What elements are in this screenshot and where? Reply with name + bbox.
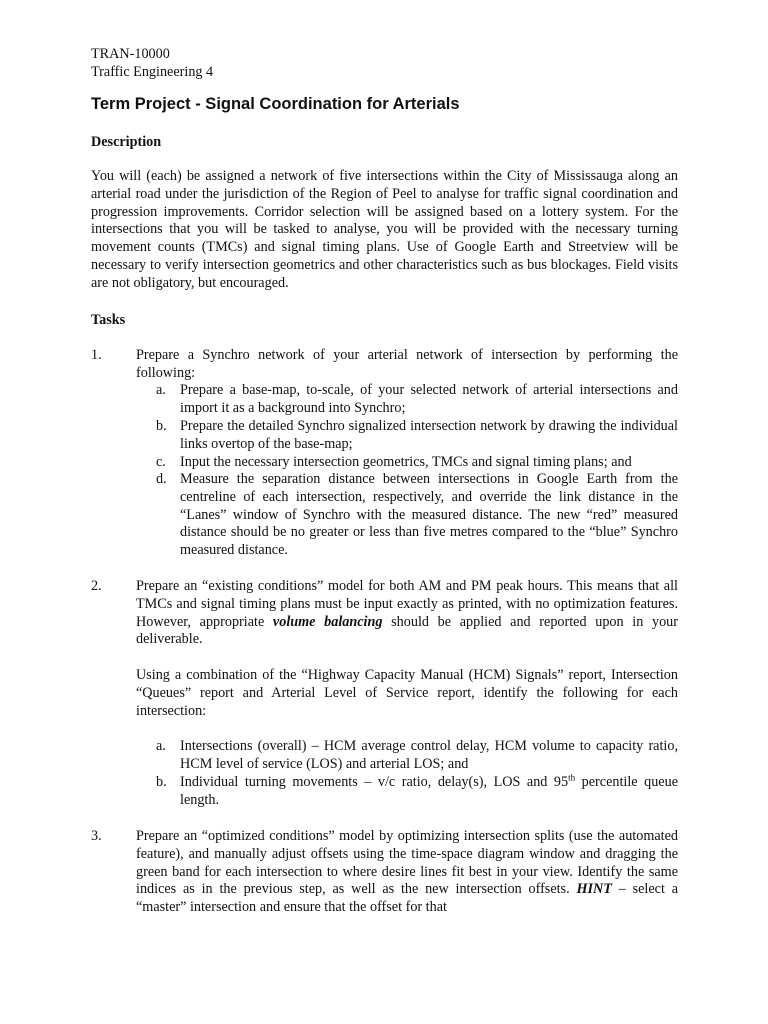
course-name: Traffic Engineering 4	[91, 64, 214, 80]
task-2-text	[136, 578, 678, 649]
item-letter: b.	[156, 418, 167, 434]
task-2-number: 2.	[91, 578, 102, 594]
item-text: Input the necessary intersection geometrics, TMCs and signal timing plans; and	[180, 454, 632, 470]
item-text-part: Individual turning movements – v/c ratio, delay(s), LOS and 95	[180, 774, 569, 790]
item-text: Prepare a base-map, to-scale, of your selected network of arterial intersections and import it as a background into Synchro;	[180, 382, 678, 416]
tasks-heading: Tasks	[91, 312, 126, 328]
task-2-paragraph-2: Using a combination of the “Highway Capacity Manual (HCM) Signals” report, Intersection “Queues” report and Arterial Level of Service report, identify the following for each intersection:	[136, 667, 678, 719]
task-1-number: 1.	[91, 347, 102, 363]
item-text: Intersections (overall) – HCM average control delay, HCM volume to capacity ratio, HCM level of service (LOS) and arterial LOS; and	[180, 738, 678, 772]
item-letter: b.	[156, 774, 167, 790]
hint-label: HINT	[576, 881, 612, 898]
task-3-number: 3.	[91, 828, 102, 844]
task-3-text	[136, 828, 678, 917]
item-letter: a.	[156, 382, 166, 398]
task-3-hint-text: – select a “master” intersection and ensure that the offset for that	[136, 881, 679, 916]
superscript: th	[568, 772, 576, 783]
item-text-part: percentile queue length.	[180, 774, 678, 808]
task-3-text-part: Prepare an “optimized conditions” model by optimizing intersection splits (use the automated feature), and manually adjust offsets using the time-space diagram window and dragging the green band for each intersection to where desire lines fit best in your view. Identify the same indices as in the previous step, as well as the new intersection offsets.	[136, 828, 678, 898]
description-heading: Description	[91, 134, 162, 150]
volume-balancing-emphasis: volume balancing	[272, 613, 383, 630]
item-text: Prepare the detailed Synchro signalized intersection network by drawing the individual links overtop of the base-map;	[180, 418, 678, 452]
task-2-text-part: should be applied and reported upon in your deliverable.	[136, 613, 678, 648]
item-letter: a.	[156, 738, 166, 754]
task-2-text-part: Prepare an “existing conditions” model for both AM and PM peak hours. This means that all TMCs and signal timing plans must be input exactly as printed, with no optimization features. However, appropriate	[136, 578, 678, 630]
item-letter: d.	[156, 471, 167, 487]
task-1-text: Prepare a Synchro network of your arterial network of intersection by performing the following:	[136, 347, 678, 381]
page-title: Term Project - Signal Coordination for Arterials	[91, 95, 460, 113]
item-text	[180, 774, 678, 810]
item-text: Measure the separation distance between intersections in Google Earth from the centreline of each intersection, respectively, and override the link distance in the “Lanes” window of Synchro with the measured distance. The new “red” measured distance should be no greater or less than five metres compared to the “blue” Synchro measured distance.	[180, 471, 678, 559]
item-letter: c.	[156, 454, 166, 470]
description-paragraph: You will (each) be assigned a network of five intersections within the City of Mississauga along an arterial road under the jurisdiction of the Region of Peel to analyse for traffic signal coordination and progression improvements. Corridor selection will be assigned based on a lottery system. For the intersections that you will be tasked to analyse, you will be provided with the necessary turning movement counts (TMCs) and signal timing plans. Use of Google Earth and Streetview will be necessary to verify intersection geometrics and other characteristics such as bus blockages. Field visits are not obligatory, but encouraged.	[91, 168, 678, 291]
course-code: TRAN-10000	[91, 46, 170, 62]
